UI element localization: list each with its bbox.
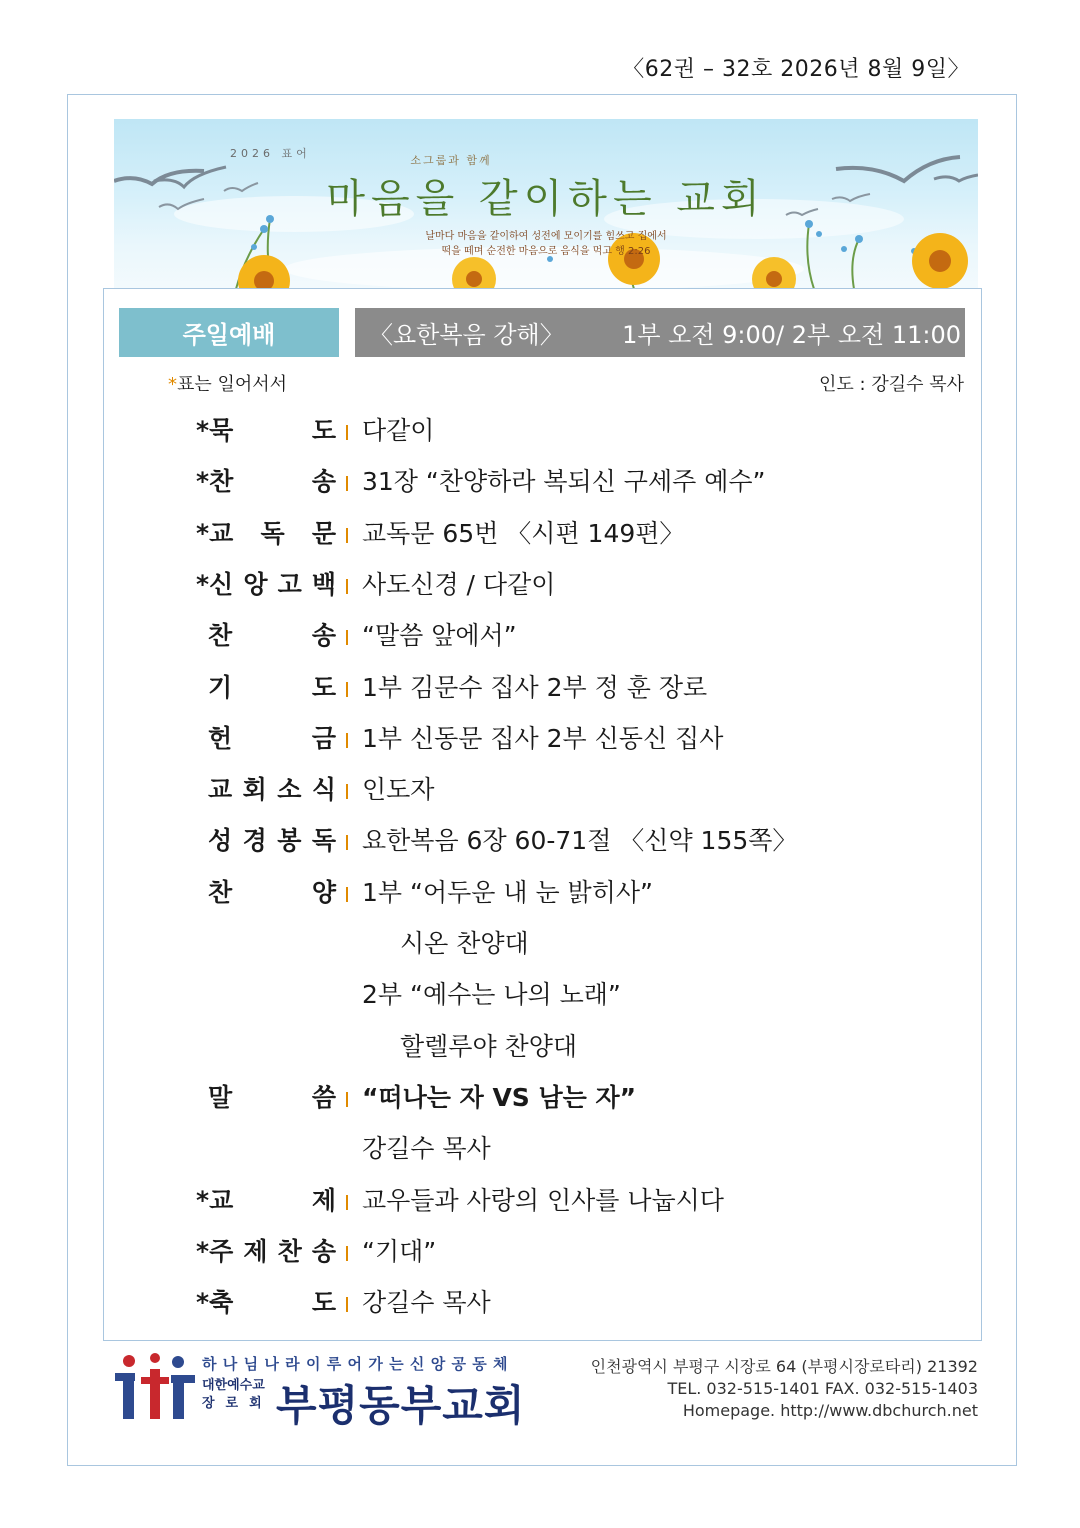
order-item-label-char: 주 — [209, 1237, 234, 1266]
order-row — [0, 1237, 1080, 1267]
content-frame — [103, 289, 982, 1341]
order-row — [0, 1134, 1080, 1164]
stand-star: * — [196, 1288, 210, 1317]
order-item-value: 다같이 — [362, 416, 435, 445]
order-row — [0, 1083, 1080, 1113]
order-separator — [346, 1092, 348, 1107]
order-row — [0, 1288, 1080, 1318]
order-item-label — [208, 621, 336, 651]
order-item-label-char: 씀 — [311, 1083, 336, 1112]
order-separator — [346, 1246, 348, 1261]
standing-note — [168, 370, 287, 396]
church-address: 인천광역시 부평구 시장로 64 (부평시장로타리) 21392 — [590, 1357, 978, 1376]
order-item-label-char: 도 — [311, 673, 336, 702]
order-separator — [346, 476, 348, 491]
issue-number: 〈62권 – 32호 2026년 8월 9일〉 — [622, 57, 970, 82]
order-item-label-first — [196, 570, 233, 600]
order-separator — [346, 1195, 348, 1210]
order-row — [0, 673, 1080, 703]
order-row — [0, 416, 1080, 446]
order-item-label-char: 신 — [209, 570, 234, 599]
order-item-label-char: 고 — [277, 570, 302, 599]
order-item-continuation: 강길수 목사 — [362, 1134, 491, 1163]
order-item-label — [208, 826, 336, 856]
service-times: 1부 오전 9:00/ 2부 오전 11:00 — [622, 321, 961, 349]
order-item-value: 교독문 65번 〈시편 149편〉 — [362, 519, 685, 548]
church-name: 부평동부교회 — [276, 1381, 526, 1430]
order-item-continuation: 시온 찬양대 — [400, 929, 529, 958]
order-item-label-char: 묵 — [209, 416, 234, 445]
order-item-label-char: 교 — [209, 519, 234, 548]
order-item-label — [208, 724, 336, 754]
order-item-label-char: 찬 — [209, 467, 234, 496]
order-item-continuation: 할렐루야 찬양대 — [400, 1032, 577, 1061]
order-item-label — [196, 467, 336, 497]
order-item-label-char: 제 — [243, 1237, 268, 1266]
order-separator — [346, 682, 348, 697]
order-item-label-char: 송 — [311, 467, 336, 496]
order-item-label-char: 송 — [311, 621, 336, 650]
stand-star: * — [196, 416, 210, 445]
order-item-value: 강길수 목사 — [362, 1288, 491, 1317]
order-separator — [346, 784, 348, 799]
order-item-value: “말씀 앞에서” — [362, 621, 517, 650]
order-item-value: 1부 김문수 집사 2부 정 훈 장로 — [362, 673, 708, 702]
church-logo — [115, 1353, 195, 1421]
order-row — [0, 775, 1080, 805]
order-item-label-char: 독 — [311, 826, 336, 855]
order-item-label-char: 교 — [209, 1186, 234, 1215]
order-row — [0, 878, 1080, 908]
order-item-label-char: 축 — [209, 1288, 234, 1317]
order-item-value: 1부 “어두운 내 눈 밝히사” — [362, 878, 653, 907]
order-item-label-char: 봉 — [277, 826, 302, 855]
order-item-value: 인도자 — [362, 775, 435, 804]
order-item-label-char: 교 — [208, 775, 233, 804]
order-row — [0, 467, 1080, 497]
order-item-value: “기대” — [362, 1237, 437, 1266]
contact-info — [591, 1356, 978, 1422]
church-homepage: Homepage. http://www.dbchurch.net — [682, 1401, 978, 1420]
standing-note-text: 표는 일어서서 — [177, 374, 288, 395]
denomination-line-1: 대한예수교 — [202, 1378, 265, 1393]
order-item-label-char: 제 — [311, 1186, 336, 1215]
order-item-label-first — [196, 1237, 233, 1267]
order-item-label-char: 독 — [260, 519, 285, 548]
motto-year-label: 2026 표어 — [230, 147, 311, 160]
order-item-label-char: 송 — [311, 1237, 336, 1266]
order-item-label — [196, 519, 336, 549]
order-item-label-char: 양 — [311, 878, 336, 907]
motto-title: 마음을 같이하는 교회 — [326, 176, 766, 222]
order-item-value: 요한복음 6장 60-71절 〈신약 155쪽〉 — [362, 826, 798, 855]
order-item-label — [196, 1186, 336, 1216]
stand-star: * — [196, 467, 210, 496]
order-separator — [346, 425, 348, 440]
order-item-label — [208, 878, 336, 908]
order-row — [0, 980, 1080, 1010]
stand-star: * — [196, 1237, 210, 1266]
order-item-label-char: 경 — [242, 826, 267, 855]
order-item-label-char: 문 — [311, 519, 336, 548]
church-phone-fax: TEL. 032-515-1401 FAX. 032-515-1403 — [667, 1379, 978, 1398]
stand-star: * — [196, 519, 210, 548]
order-item-label-char: 도 — [311, 1288, 336, 1317]
motto-subtitle: 소그룹과 함께 — [410, 154, 492, 167]
service-info-bar — [355, 308, 965, 357]
order-item-label-first — [196, 467, 233, 497]
order-item-value: 사도신경 / 다같이 — [362, 570, 556, 599]
sermon-series: 〈요한복음 강해〉 — [369, 321, 564, 349]
order-item-label-char: 백 — [311, 570, 336, 599]
order-item-value: 31장 “찬양하라 복되신 구세주 예수” — [362, 467, 766, 496]
stand-star: * — [196, 570, 210, 599]
order-row — [0, 570, 1080, 600]
order-item-label-first — [196, 416, 233, 446]
order-separator — [346, 579, 348, 594]
stand-star: * — [196, 1186, 210, 1215]
order-item-label-char: 앙 — [243, 570, 268, 599]
motto-verse-line-1: 날마다 마음을 같이하여 성전에 모이기를 힘쓰고 집에서 — [425, 231, 667, 242]
order-item-label — [196, 570, 336, 600]
order-item-label — [208, 673, 336, 703]
order-item-label-char: 찬 — [208, 621, 233, 650]
order-separator — [346, 630, 348, 645]
denomination — [202, 1377, 273, 1413]
order-separator — [346, 835, 348, 850]
order-item-label-char: 찬 — [208, 878, 233, 907]
order-item-label-char: 헌 — [208, 724, 233, 753]
order-item-label-char: 금 — [311, 724, 336, 753]
order-separator — [346, 528, 348, 543]
church-slogan: 하나님나라이루어가는신앙공동체 — [202, 1355, 514, 1373]
order-row — [0, 1186, 1080, 1216]
service-tab: 주일예배 — [119, 308, 339, 357]
order-item-label-first — [196, 1288, 233, 1318]
order-item-value: 교우들과 사랑의 인사를 나눕시다 — [362, 1186, 724, 1215]
order-separator — [346, 887, 348, 902]
order-item-label — [196, 416, 336, 446]
order-item-label-char: 소 — [277, 775, 302, 804]
worship-leader: 인도 : 강길수 목사 — [819, 374, 964, 395]
order-item-label — [196, 1237, 336, 1267]
standing-note-star: * — [168, 374, 177, 395]
order-item-continuation: 2부 “예수는 나의 노래” — [362, 980, 621, 1009]
order-item-value: “떠나는 자 VS 남는 자” — [362, 1083, 637, 1112]
order-item-value: 1부 신동문 집사 2부 신동신 집사 — [362, 724, 724, 753]
order-item-label-char: 도 — [311, 416, 336, 445]
order-row — [0, 519, 1080, 549]
order-row — [0, 724, 1080, 754]
order-item-label-char: 말 — [208, 1083, 233, 1112]
order-separator — [346, 1297, 348, 1312]
motto-banner — [114, 119, 978, 289]
order-item-label-char: 찬 — [277, 1237, 302, 1266]
order-row — [0, 826, 1080, 856]
order-item-label-char: 기 — [208, 673, 233, 702]
order-item-label-char: 식 — [311, 775, 336, 804]
order-item-label-char: 회 — [242, 775, 267, 804]
order-item-label — [196, 1288, 336, 1318]
order-row — [0, 621, 1080, 651]
motto-verse-line-2: 떡을 떼며 순전한 마음으로 음식을 먹고 행 2:26 — [441, 246, 651, 257]
order-item-label-first — [196, 1186, 233, 1216]
order-row — [0, 1032, 1080, 1062]
order-item-label — [208, 1083, 336, 1113]
order-row — [0, 929, 1080, 959]
order-item-label-char: 성 — [208, 826, 233, 855]
order-item-label — [208, 775, 336, 805]
denomination-line-2: 장로회 — [202, 1396, 273, 1411]
order-item-label-first — [196, 519, 233, 549]
order-separator — [346, 733, 348, 748]
